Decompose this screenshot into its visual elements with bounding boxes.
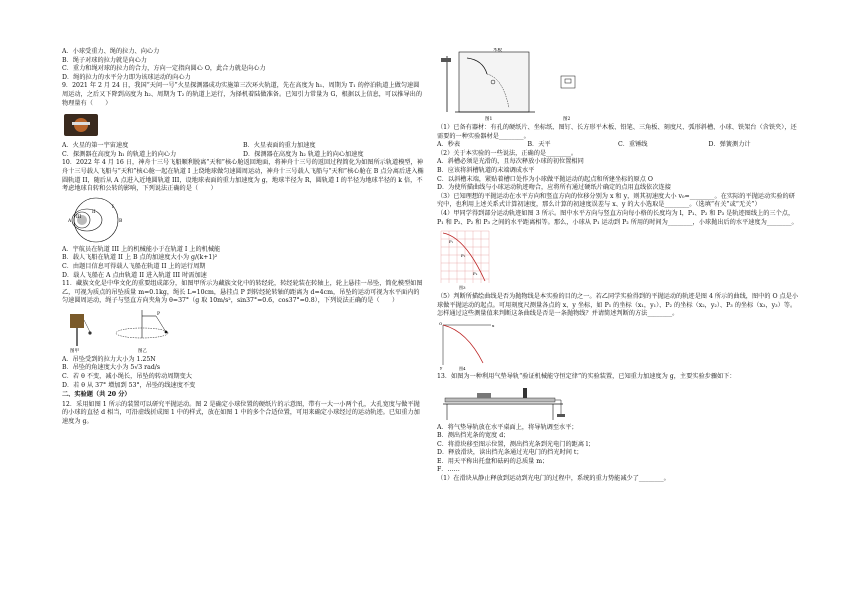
q8-option-a: A．小球受重力、绳的拉力、向心力 xyxy=(62,48,160,55)
q12-part5: （5）判断所描绘曲线是否为抛物线是本实验的目的之一。若乙同学实验得到的平抛运动的轨迹是图 4 所示的曲线，图中的 O 点是小球做平抛运动的起点。可用刻度尺测量各点的 x、y 坐标，如 P₁ 的坐标（x₁，y₁）、P₂ 的坐标（x₂，y₂）、P₃ 的坐标（x₃，y₃）等。怎样通过这些测量值来判断这条曲线是否是一条抛物线？并请简述判断的方法________。 xyxy=(437,293,799,318)
prayer-wheel-diagrams xyxy=(62,308,192,354)
q8-option-d: D．绳的拉力的水平分力即为该球运动的向心力 xyxy=(62,73,191,81)
q9-option-d: D．探测器在高度为 h₂ 轨道上的向心加速度 xyxy=(243,150,364,158)
q13-step-f: F．…… xyxy=(437,466,460,474)
q12-2-option-a: A．斜槽必须是光滑的，且每次释放小球的初位置相同 xyxy=(437,158,584,166)
orbit-iii-label: III xyxy=(76,214,82,220)
section-2-heading: 二、实验题（共 20 分） xyxy=(62,391,131,399)
q13-step-e: E．用天平称出托盘和砝码的总质量 m； xyxy=(437,457,549,465)
q13-part1: （1）在滑块从静止释放到运动到光电门的过程中，系统的重力势能减少了________。 xyxy=(437,475,670,483)
q11-option-c: C．若 θ 不变，减小绳长，吊坠的转动周期变大 xyxy=(62,373,192,381)
mars-probe-illustration xyxy=(62,110,102,140)
point-p-label: P xyxy=(157,311,161,317)
orbit-diagram xyxy=(62,196,142,244)
orbit-ii-label: II xyxy=(92,209,96,215)
fig3-p1-label: P₁ xyxy=(449,239,454,245)
air-track-apparatus xyxy=(437,384,567,422)
q9-option-c: C．探测器在高度为 h₁ 的轨道上的向心力 xyxy=(62,150,177,158)
q12-1-option-c: C．重锤线 xyxy=(618,141,648,149)
q13-step-c: C．将滑块移至图示位置，测出挡光条到光电门的距离 l； xyxy=(437,440,595,448)
fig3-grid xyxy=(437,229,497,291)
fig3-p2-label: P₂ xyxy=(461,253,466,259)
q12-1-option-b: B．天平 xyxy=(527,141,551,149)
board-label: 木板 xyxy=(493,48,502,53)
q12-1-option-d: D．弹簧测力计 xyxy=(708,141,751,149)
q13-step-d: D．释放滑块，读出挡光条通过光电门的挡光时间 t； xyxy=(437,449,583,457)
orbit-figure xyxy=(62,196,424,244)
q10-stem: 10．2022 年 4 月 16 日，神舟十三号飞船顺利脱离“天和”核心舱返回地面，将神舟十三号的返回过程简化为如图所示轨道模型，神舟十三号载人飞船与“天和”核心舱一起在轨道 I 上绕地球做匀速圆周运动，神舟十三号载人飞船与“天和”核心舱在 B 点分离后进入椭圆轨道 II，随后从 A 点进入近地圆轨道 III，设地球表面的重力加速度为 g，地球半径为 R，圆轨道 I 的半径为地球半径的 k 倍，不考虑地球自转和公转的影响，下列说法正确的是（ ） xyxy=(62,159,424,193)
q10-option-c: C．由题目信息可得载人飞船在轨道 II 上的运行周期 xyxy=(62,262,206,270)
fig-yi-label: 图乙 xyxy=(138,348,147,354)
fig3-label: 图3 xyxy=(459,285,466,291)
fig4-axes xyxy=(437,321,497,371)
fig4-label: 图4 xyxy=(459,365,466,371)
q11-option-a: A．吊坠受到的拉力大小为 1.25N xyxy=(62,355,156,363)
q9-stem: 9．2021 年 2 月 24 日，我国“天问一号”火星探测器成功实施第三次环火轨道，先在高度为 h₁、周期为 T₁ 的停泊轨道上做匀速圆周运动，之后又下降到高度为 h₂、周期为 T₂ 的轨道上运行，为择机着陆做准备。已知引力常量为 G，根据以上信息，可以推导出的物理量有（ ） xyxy=(62,82,423,107)
fig1-label: 图1 xyxy=(485,117,493,122)
fig4-x-label: x xyxy=(492,322,495,328)
orbit-i-label: I xyxy=(112,204,114,210)
prayer-wheel-figure xyxy=(62,308,424,354)
right-column xyxy=(437,46,799,484)
fig4-trajectory xyxy=(437,321,799,371)
fig3-p3-label: P₃ xyxy=(473,271,478,277)
left-column xyxy=(62,48,424,427)
fig4-y-label: y xyxy=(440,364,443,370)
q9-option-b: B．火星表面的重力加速度 xyxy=(243,142,316,150)
q8-option-b: B．绳子对球的拉力就是向心力 xyxy=(62,56,147,64)
q13-step-b: B．测出挡光条的宽度 d； xyxy=(437,432,510,440)
q12-stem: 12．采用如图 1 所示的装置可以研究平抛运动。图 2 是确定小球位置的硬纸片的示意图，带有一大一小两个孔，大孔宽度与做平抛的小球的直径 d 相当，可沿虚线折成图 1 中的样式，放在如图 1 中的多个合适位置，可用来确定小球经过的运动轨迹。已知重力加速度为 g。 xyxy=(62,400,420,426)
q11-option-b: B．吊坠的角速度大小为 5√3 rad/s xyxy=(62,364,161,372)
q12-part1-options xyxy=(437,141,799,150)
q12-1-option-a: A．秒表 xyxy=(437,141,461,149)
q12-part1: （1）已备有器材：有孔的硬纸片、坐标纸、图钉、长方形平木板、铅笔、三角板、刻度尺、弧形斜槽、小球、铁架台（含铁夹），还需要的一种实验器材是________。 xyxy=(437,124,797,140)
q12-2-option-b: B．应该将斜槽轨道的末端调成水平 xyxy=(437,166,535,174)
q11-option-d: D．若 θ 从 37° 增加到 53°，吊坠的线速度不变 xyxy=(62,381,196,389)
q11-stem: 11．藏族文化是中华文化的重要组成部分，如图甲所示为藏族文化中的转经轮，转经轮装在转轴上，轮上悬挂一吊坠，简化模型如图乙，可视为质点的吊坠质量 m=0.1kg，绳长 L=10cm，悬挂点 P 到转经轮转轴的距离为 d=4cm，吊坠的运动可视为水平面内的匀速圆周运动，绳子与竖直方向夹角为 θ=37°（g 取 10m/s²，sin37°=0.6，cos37°=0.8），下列说法正确的是（ ） xyxy=(62,280,423,305)
q8-option-c: C．重力和绳对球的拉力的合力，方向一定指向圆心 O，此合力就是向心力 xyxy=(62,65,266,73)
q9-options-row-1 xyxy=(62,142,424,151)
q12-part2: （2）关于本实验的一些说法，正确的是________。 xyxy=(437,149,578,157)
fig1-fig2-apparatus xyxy=(437,48,799,122)
q12-part3: （3）已知理想的平抛运动在水平方向和竖直方向的位移分别为 x 和 y，则其初速度大小 v₀=________。在实际的平抛运动实验的研究中，也利用上述关系式计算初速度，那么计算的初速度误差与 x、y 的大小选取是________。（选填“有关”或“无关”） xyxy=(437,192,795,209)
q12-2-option-c: C．以斜槽末端，紧贴着槽口处作为小球做平抛运动的起点和所建坐标的原点 O xyxy=(437,175,653,183)
air-track-figure xyxy=(437,384,799,422)
q13-stem: 13．如图为一种利用气垫导轨“验证机械能守恒定律”的实验装置，已知重力加速度为 g，主要实验步骤如下： xyxy=(437,372,736,380)
q10-option-d: D．载人飞船在 A 点由轨道 II 进入轨道 III 时需加速 xyxy=(62,271,207,279)
fig4-origin-label: O xyxy=(439,320,443,326)
q12-part4: （4）甲同学得到部分运动轨迹如图 3 所示。图中水平方向与竖直方向每小格的长度均为 l，P₁、P₂ 和 P₃ 是轨迹图线上的三个点，P₁ 和 P₂、P₂ 和 P₃ 之间的水平距离相等。那么，小球从 P₁ 运动到 P₂ 所用的时间为________，小球抛出后的水平速度为________。 xyxy=(437,209,798,226)
q10-option-a: A．宇航员在轨道 III 上的机械能小于在轨道 I 上的机械能 xyxy=(62,245,221,253)
q10-option-b: B．载人飞船在轨道 II 上 B 点的加速度大小为 g/(k+1)² xyxy=(62,254,218,262)
q12-2-option-d: D．为使所描曲线与小球运动轨迹吻合，应将所有通过硬纸片确定的点用直线依次连接 xyxy=(437,184,671,192)
projectile-apparatus xyxy=(437,48,647,122)
mars-probe-figure xyxy=(62,110,424,140)
q9-option-a: A．火星的第一宇宙速度 xyxy=(62,142,129,150)
fig-jia-label: 图甲 xyxy=(70,348,79,354)
point-a-label: A xyxy=(68,218,72,224)
fig2-label: 图2 xyxy=(563,117,571,122)
point-b-label: B xyxy=(119,218,123,224)
q13-step-a: A．将气垫导轨放在水平桌面上，将导轨调至水平； xyxy=(437,423,578,431)
fig3-trajectory xyxy=(437,229,799,291)
